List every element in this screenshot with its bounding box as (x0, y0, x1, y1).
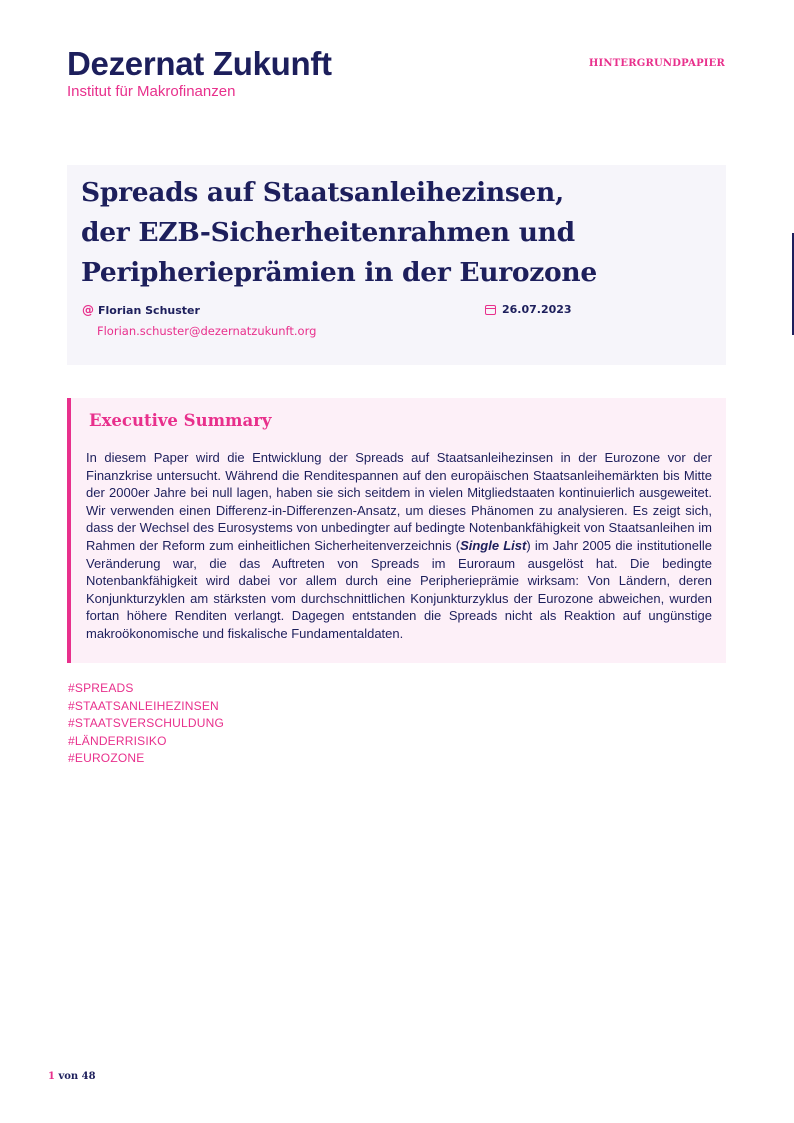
summary-text-part: ) im Jahr 2005 die institutionelle Veränderung war, die das Auftreten von Spreads im Euroraum ausgelöst hat. Die bedingte Notenbankfähigkeit wird dabei vor allem durch eine Peripherieprämie wirksam: Von Ländern, deren Konjunkturzyklen am stärksten vom durchschnittlichen Konjunkturzyklus der Eurozone abweichen, wurden fortan höhere Renditen verlangt. Dagegen entstanden die Spreads nicht als Reaktion auf ungünstige makroökonomische und fiskalische Fundamentaldaten. (86, 537, 712, 641)
tag-link[interactable]: #EUROZONE (68, 751, 145, 765)
tag-link[interactable]: #SPREADS (68, 681, 134, 695)
current-page: 1 (48, 1071, 55, 1082)
date-line (485, 303, 572, 316)
tag-list (68, 680, 224, 768)
title-line: Spreads auf Staatsanleihezinsen, (81, 177, 564, 208)
title-line: der EZB-Sicherheitenrahmen und (81, 217, 575, 248)
document-type-label: HINTERGRUNDPAPIER (588, 58, 725, 69)
brand-name: Dezernat Zukunft (67, 45, 332, 82)
summary-heading: Executive Summary (89, 411, 272, 430)
tag-link[interactable]: #LÄNDERRISIKO (68, 733, 167, 748)
tag-link[interactable]: #STAATSVERSCHULDUNG (68, 716, 225, 730)
publication-date: 26.07.2023 (502, 303, 572, 316)
author-email-link[interactable]: Florian.schuster@dezernatzukunft.org (97, 324, 317, 338)
brand-logo (67, 46, 332, 100)
summary-emphasis: Single List (460, 537, 527, 553)
summary-text-part: In diesem Paper wird die Entwicklung der Spreads auf Staatsanleihezinsen in der Eurozone vor der Finanzkrise untersucht. Während die Renditespannen auf den europäischen Staatsanleihemärkten bis Mitte der 2000er Jahre bei null lagen, haben sie sich seitdem in vielen Mitgliedstaaten kontinuierlich ausgeweitet. Wir verwenden einen Differenz-in-Differenzen-Ansatz, um dieses Phänomen zu analysieren. Es zeigt sich, dass der Wechsel des Eurosystems von unbedingter auf bedingte Notenbankfähigkeit von Staatsanleihen im Rahmen der Reform zum einheitlichen Sicherheitenverzeichnis ( (86, 450, 712, 553)
tag-link[interactable]: #STAATSANLEIHEZINSEN (68, 698, 219, 713)
title-line: Peripherieprämien in der Eurozone (81, 257, 597, 288)
brand-subtitle: Institut für Makrofinanzen (67, 83, 236, 100)
author-name: Florian Schuster (98, 303, 200, 317)
calendar-icon (485, 305, 496, 315)
page-number (48, 1071, 96, 1082)
executive-summary (67, 398, 726, 663)
page-total: von 48 (54, 1071, 96, 1082)
at-icon: @ (82, 303, 94, 317)
page-title (81, 173, 712, 293)
author-line (82, 303, 200, 317)
summary-text (86, 449, 712, 643)
